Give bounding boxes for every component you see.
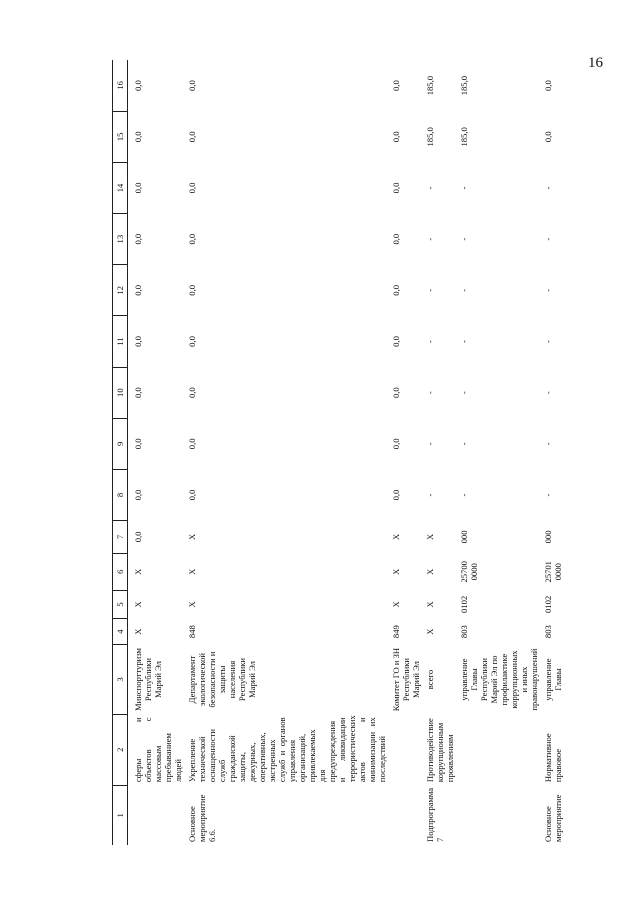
vr-cell: 0,0: [133, 531, 143, 543]
header-cell: 3: [113, 645, 128, 715]
value-cell: -: [543, 237, 553, 241]
grbs-cell: X: [133, 628, 143, 635]
header-cell: 6: [113, 553, 128, 590]
grbs-cell: 848: [187, 625, 197, 639]
row-executor-cell: управление Главы Республики Марий Эл по профилактике коррупционных и иных правонарушений: [459, 648, 539, 711]
value-cell: 0,0: [133, 438, 143, 450]
grbs-cell: 803: [459, 625, 469, 639]
value-cell: 0,0: [133, 80, 143, 91]
value-cell: 0,0: [391, 182, 401, 194]
value-cell: -: [425, 391, 435, 395]
row-executor-cell: Департамент экологической безопасности и защиты населения Республики Марий Эл: [187, 651, 257, 708]
value-cell: 0,0: [187, 182, 197, 194]
row-executor-cell: всего: [425, 669, 435, 690]
csr-cell: 25701 0000: [543, 561, 563, 583]
header-cell: 14: [113, 162, 128, 213]
value-cell: 185,0: [459, 127, 469, 147]
grbs-cell: 803: [543, 625, 553, 639]
rzpr-cell: X: [391, 601, 401, 608]
header-cell: 10: [113, 367, 128, 418]
vr-cell: X: [391, 533, 401, 541]
value-cell: 0,0: [391, 80, 401, 91]
value-cell: 0,0: [187, 438, 197, 450]
value-cell: -: [543, 493, 553, 497]
row-program-cell: [389, 785, 423, 845]
value-cell: 0,0: [187, 80, 197, 91]
row-program-cell: Подпрограмма 7: [425, 787, 445, 842]
csr-cell: 25700 0000: [459, 561, 479, 583]
budget-table: [112, 60, 565, 845]
header-cell: 12: [113, 265, 128, 316]
value-cell: -: [425, 340, 435, 343]
value-cell: -: [543, 391, 553, 395]
value-cell: 0,0: [133, 131, 143, 143]
table-row: [541, 60, 565, 845]
value-cell: 0,0: [391, 131, 401, 143]
value-cell: -: [425, 442, 435, 446]
rzpr-cell: 0102: [543, 595, 553, 614]
csr-cell: X: [187, 568, 197, 575]
table-row: [128, 60, 186, 845]
header-cell: 2: [113, 714, 128, 785]
value-cell: 0,0: [543, 131, 553, 143]
value-cell: 0,0: [543, 80, 553, 91]
rzpr-cell: X: [133, 601, 143, 608]
grbs-cell: 849: [391, 625, 401, 639]
row-executor-cell: Минспорттуризм Республики Марий Эл: [133, 648, 163, 712]
value-cell: 185,0: [459, 75, 469, 96]
value-cell: -: [459, 340, 469, 343]
row-program-cell: [128, 785, 186, 845]
rzpr-cell: X: [425, 601, 435, 608]
row-title-cell: Нормативное правовое: [543, 733, 563, 783]
header-cell: 11: [113, 316, 128, 367]
table-row: [423, 60, 457, 845]
value-cell: 0,0: [133, 182, 143, 194]
header-cell: 9: [113, 418, 128, 469]
value-cell: -: [459, 237, 469, 241]
row-title-cell: [457, 714, 541, 785]
value-cell: -: [543, 340, 553, 343]
value-cell: 0,0: [391, 387, 401, 399]
rzpr-cell: 0102: [459, 595, 469, 614]
value-cell: 0,0: [133, 336, 143, 347]
header-cell: 15: [113, 111, 128, 162]
value-cell: 0,0: [187, 233, 197, 245]
header-cell: 5: [113, 590, 128, 618]
value-cell: 0,0: [187, 131, 197, 143]
value-cell: 0,0: [391, 336, 401, 347]
rotated-table-container: [112, 60, 630, 845]
value-cell: 185,0: [425, 127, 435, 147]
value-cell: -: [425, 186, 435, 190]
header-cell: 1: [113, 785, 128, 845]
csr-cell: X: [425, 568, 435, 575]
table-row: [185, 60, 389, 845]
value-cell: 0,0: [187, 284, 197, 296]
value-cell: 0,0: [133, 489, 143, 501]
row-title-cell: [389, 714, 423, 785]
grbs-cell: X: [425, 628, 435, 635]
header-cell: 8: [113, 469, 128, 520]
value-cell: -: [459, 186, 469, 190]
value-cell: -: [543, 442, 553, 446]
value-cell: 0,0: [133, 233, 143, 245]
value-cell: -: [425, 237, 435, 241]
value-cell: -: [543, 288, 553, 292]
value-cell: -: [425, 493, 435, 497]
value-cell: 0,0: [187, 387, 197, 399]
value-cell: 0,0: [133, 387, 143, 399]
vr-cell: X: [425, 533, 435, 541]
header-cell: 4: [113, 619, 128, 645]
header-cell: 7: [113, 521, 128, 554]
vr-cell: 000: [459, 530, 469, 544]
value-cell: 0,0: [187, 489, 197, 501]
rzpr-cell: X: [187, 601, 197, 608]
csr-cell: X: [391, 568, 401, 575]
row-executor-cell: управление Главы: [543, 658, 563, 701]
csr-cell: X: [133, 568, 143, 575]
value-cell: 0,0: [391, 284, 401, 296]
page-number: 16: [588, 55, 603, 71]
table-row: [389, 60, 423, 845]
header-row: [113, 60, 128, 845]
value-cell: -: [459, 442, 469, 446]
table-row: [457, 60, 541, 845]
vr-cell: X: [187, 533, 197, 541]
value-cell: 0,0: [187, 336, 197, 347]
value-cell: -: [459, 493, 469, 497]
row-program-cell: Основное мероприятие 6.6.: [187, 794, 217, 842]
value-cell: -: [459, 391, 469, 395]
value-cell: 0,0: [391, 489, 401, 501]
value-cell: 0,0: [391, 438, 401, 450]
row-program-cell: [457, 785, 541, 845]
header-cell: 16: [113, 60, 128, 111]
row-executor-cell: Комитет ГО и ЗН Республики Марий Эл: [391, 647, 421, 712]
vr-cell: 000: [543, 530, 553, 544]
value-cell: 0,0: [391, 233, 401, 245]
row-title-cell: сферы и объектов с массовым пребыванием людей: [133, 717, 183, 783]
value-cell: 0,0: [133, 284, 143, 296]
value-cell: -: [543, 186, 553, 190]
header-cell: 13: [113, 214, 128, 265]
value-cell: -: [425, 288, 435, 292]
row-program-cell: Основное мероприятие: [543, 794, 563, 842]
row-title-cell: Противодействие коррупционным проявлениям: [425, 718, 455, 783]
value-cell: -: [459, 288, 469, 292]
row-title-cell: Укрепление технической оснащенности служб гражданской защиты, дежурных, оперативных, экстренных служб и органов управления организаций, привлекаемых для предупреждения и ликвидации террористических актов и минимизации их последствий: [187, 715, 387, 783]
value-cell: 185,0: [425, 75, 435, 96]
